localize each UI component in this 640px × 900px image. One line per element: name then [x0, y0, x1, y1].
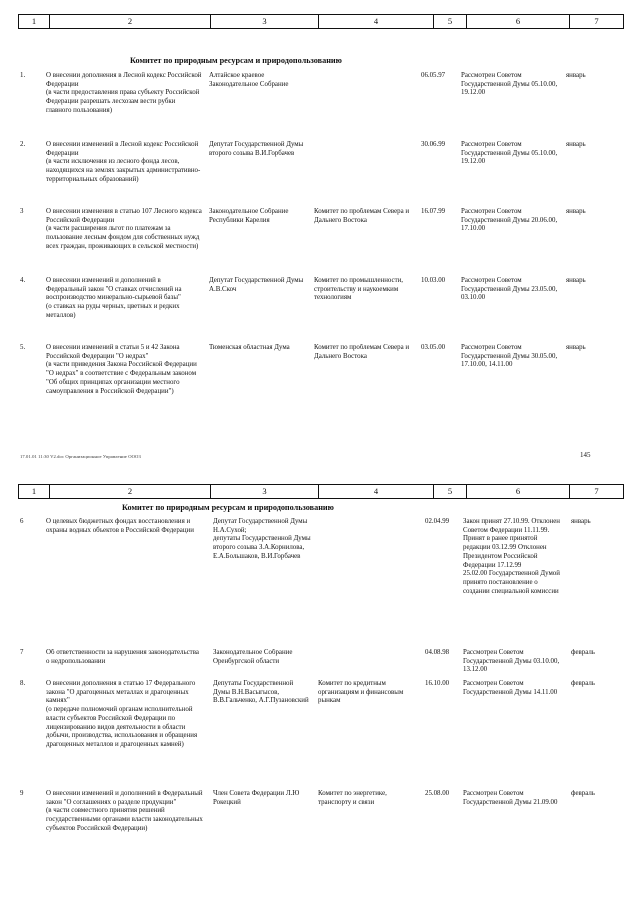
responsible-committee: Комитет по энергетике, транспорту и связи [318, 790, 387, 806]
bill-title: О внесении дополнения в Лесной кодекс Российской Федерации (в части предоставления права субъекту Российской Федерации разрешать лесхозам вести рубки главного пользования) [46, 72, 202, 114]
column-header: 1 [31, 16, 37, 26]
responsible-committee: Комитет по проблемам Севера и Дальнего Востока [314, 208, 410, 224]
row-number: 2. [20, 141, 26, 148]
responsible-committee: Комитет по промышленности, строительству и наукоемким технологиям [314, 277, 403, 302]
submission-date: 16.07.99 [421, 208, 446, 215]
responsible-committee: Комитет по проблемам Севера и Дальнего Востока [314, 344, 410, 360]
planned-month: январь [571, 518, 591, 525]
submission-date: 30.06.99 [421, 141, 446, 148]
column-header: 6 [515, 16, 521, 26]
bill-status: Рассмотрен Советом Государственной Думы 05.10.00, 19.12.00 [461, 72, 558, 97]
submission-date: 03.05.00 [421, 344, 446, 351]
bill-status: Закон принят 27.10.99. Отклонен Советом Федерации 11.11.99. Принят в ранее принятой редакции 03.12.99 Отклонен Президентом Российской Федерации 17.12.99 25.02.00 Государственной Думой принято постановление о создании специальной комиссии [463, 518, 560, 595]
submission-date: 04.08.98 [425, 649, 450, 656]
row-number: 1. [20, 72, 26, 79]
page-number: 145 [580, 451, 591, 459]
column-header: 3 [262, 486, 267, 496]
submission-date: 25.08.00 [425, 790, 450, 797]
column-header: 4 [373, 486, 379, 496]
bill-title: Об ответственности за нарушения законодательства о недропользовании [46, 649, 199, 665]
column-header: 7 [594, 486, 599, 496]
document-page-1 [0, 14, 640, 462]
document-footer: 17.01.01 11:30 V2.doc Организационное Управление ООО3 [20, 454, 141, 459]
bill-author: Тюменская областная Дума [209, 344, 290, 351]
planned-month: январь [566, 141, 586, 148]
row-number: 6 [20, 518, 24, 525]
submission-date: 16.10.00 [425, 680, 450, 687]
bill-author: Депутаты Государственной Думы В.Н.Васыгысов, В.В.Гальченко, А.Г.Пузановский [213, 680, 309, 705]
submission-date: 02.04.99 [425, 518, 450, 525]
row-number: 9 [20, 790, 24, 797]
bill-status: Рассмотрен Советом Государственной Думы 05.10.00, 19.12.00 [461, 141, 558, 166]
column-header-row [18, 484, 624, 499]
column-header: 2 [127, 16, 133, 26]
column-header: 6 [515, 486, 521, 496]
bill-status: Рассмотрен Советом Государственной Думы 30.05.00, 17.10.00, 14.11.00 [461, 344, 558, 369]
bill-status: Рассмотрен Советом Государственной Думы 20.06.00, 17.10.00 [461, 208, 558, 233]
planned-month: февраль [571, 680, 595, 687]
submission-date: 06.05.97 [421, 72, 446, 79]
column-header: 7 [594, 16, 599, 26]
row-number: 7 [20, 649, 24, 656]
committee-heading: Комитет по природным ресурсам и природопользованию [122, 503, 334, 512]
bill-title: О целевых бюджетных фондах восстановления и охраны водных объектов в Российской Федерации [46, 518, 194, 534]
responsible-committee: Комитет по кредитным организациям и финансовым рынкам [318, 680, 404, 705]
row-number: 8. [20, 680, 26, 687]
bill-title: О внесении изменения в статью 107 Лесного кодекса Российской Федерации (в части расширения льгот по платежам за пользование лесным фондом для собственных нужд всех граждан, проживающих в сельской местности) [46, 208, 202, 250]
committee-heading: Комитет по природным ресурсам и природопользованию [130, 56, 342, 65]
bill-author: Алтайское краевое Законодательное Собрание [209, 72, 289, 88]
bill-author: Законодательное Собрание Республики Карелия [209, 208, 289, 224]
bill-status: Рассмотрен Советом Государственной Думы 03.10.00, 13.12.00 [463, 649, 560, 674]
bill-title: О внесении изменений и дополнений в Федеральный закон "О соглашениях о разделе продукции" (в части совместного принятия решений государственными органами власти законодательных субъектов Российской Федерации) [46, 790, 203, 832]
bill-author: Депутат Государственной Думы Н.А.Сухой; депутаты Государственной Думы второго созыва З.А.Корнилова, Е.А.Большаков, В.И.Горбачев [213, 518, 311, 560]
planned-month: январь [566, 344, 586, 351]
bill-author: Член Совета Федерации Л.Ю Рокецкий [213, 790, 300, 806]
column-header: 5 [447, 16, 453, 26]
bill-title: О внесении изменений и дополнений в Федеральный закон "О ставках отчислений на воспроизводство минерально-сырьевой базы" (о ставках на руды черных, цветных и редких металлов) [46, 277, 182, 319]
planned-month: февраль [571, 649, 595, 656]
bill-title: О внесении дополнения в статью 17 Федерального закона "О драгоценных металлах и драгоценных камнях" (о передаче полномочий органам исполнительной власти субъектов Российской Федерации по лицензированию видов деятельности в области добычи, производства, использования и обращения драгоценных металлов и драгоценных камней) [46, 680, 198, 748]
planned-month: февраль [571, 790, 595, 797]
document-page-2 [0, 484, 640, 894]
row-number: 3 [20, 208, 24, 215]
bill-author: Депутат Государственной Думы А.В.Скоч [209, 277, 304, 293]
planned-month: январь [566, 208, 586, 215]
bill-status: Рассмотрен Советом Государственной Думы 23.05.00, 03.10.00 [461, 277, 558, 302]
submission-date: 10.03.00 [421, 277, 446, 284]
bill-title: О внесении изменений в Лесной кодекс Российской Федерации (в части исключения из лесного фонда лесов, находящихся на землях закрытых административно-территориальных образований) [46, 141, 201, 183]
bill-title: О внесении изменений в статьи 5 и 42 Закона Российской Федерации "О недрах" (в части приведения Закона Российской Федерации "О недрах" в соответствие с Федеральным законом "Об общих принципах организации местного самоуправления в Российской Федерации") [46, 344, 197, 395]
column-header: 3 [262, 16, 267, 26]
bill-status: Рассмотрен Советом Государственной Думы 21.09.00 [463, 790, 558, 806]
column-header-row [18, 14, 624, 29]
column-header: 1 [31, 486, 37, 496]
bill-author: Депутат Государственной Думы второго созыва В.И.Горбачев [209, 141, 304, 157]
bill-status: Рассмотрен Советом Государственной Думы 14.11.00 [463, 680, 558, 696]
column-header: 2 [127, 486, 133, 496]
bill-author: Законодательное Собрание Оренбургской области [213, 649, 293, 665]
planned-month: январь [566, 72, 586, 79]
column-header: 4 [373, 16, 379, 26]
column-header: 5 [447, 486, 453, 496]
row-number: 5. [20, 344, 26, 351]
planned-month: январь [566, 277, 586, 284]
row-number: 4. [20, 277, 26, 284]
